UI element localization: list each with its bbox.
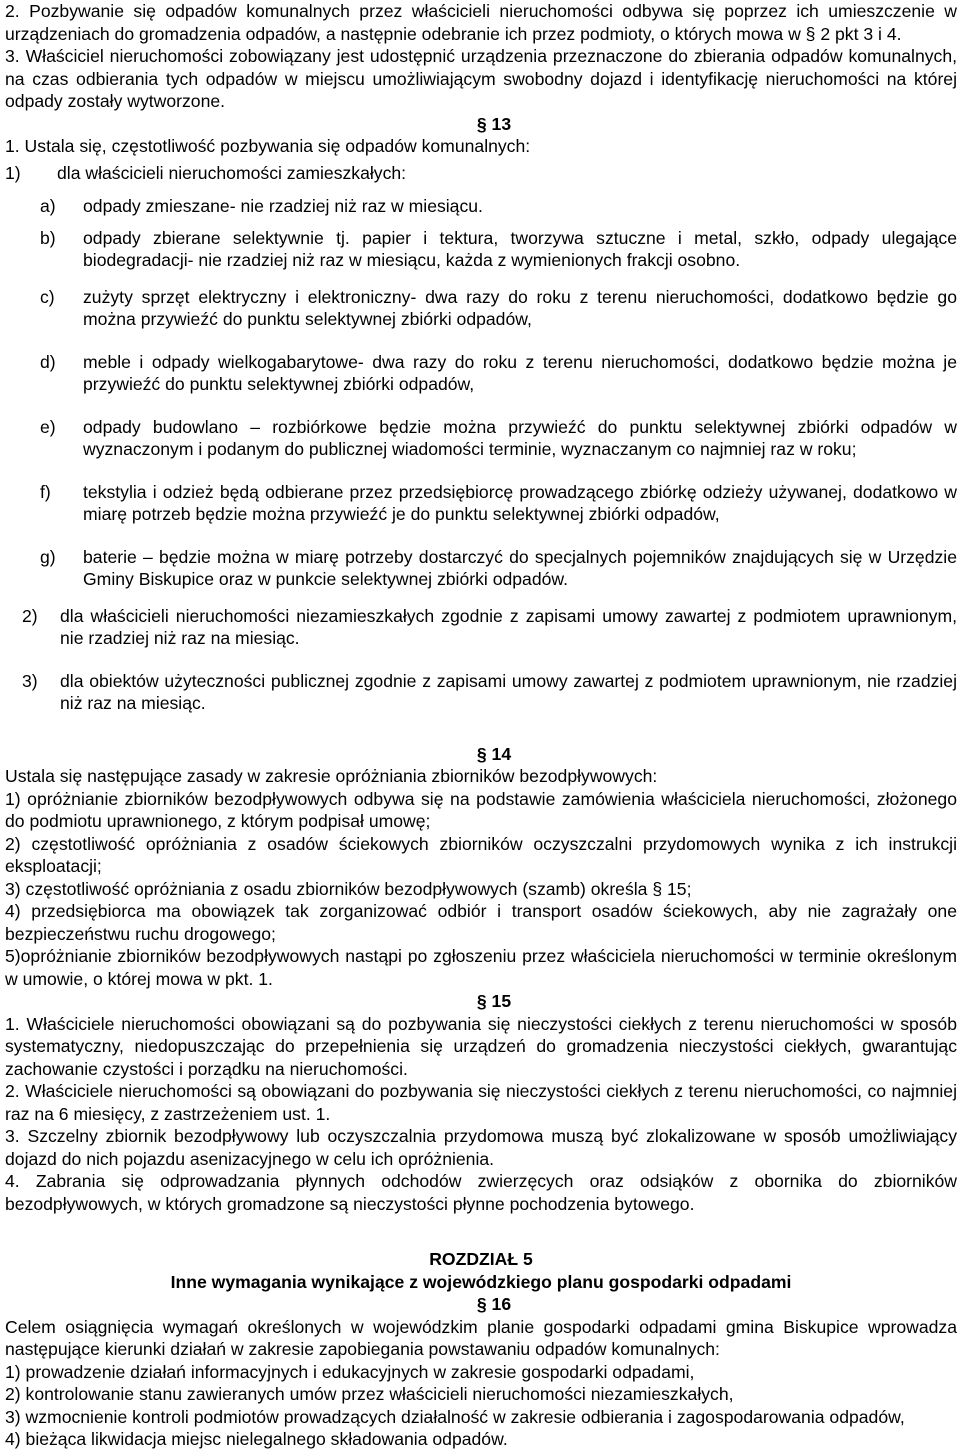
section-symbol: § [476, 113, 487, 134]
list-item [5, 162, 957, 185]
section-15-line: 1. Właściciele nieruchomości obowiązani są do pozbywania się nieczystości ciekłych z terenu nieruchomości w sposób systematyczny, niedopuszczając do przepełnienia się urządzeń do gromadzenia nieczystości ciekłych, gwarantując zachowanie czystości i porządku na nieruchomości. [5, 1013, 957, 1079]
item-letter: g) [40, 546, 56, 567]
item-number: 2) [22, 605, 38, 626]
section-number: 13 [491, 113, 512, 134]
document-page [5, 0, 957, 1451]
paragraph-2: 2. Pozbywanie się odpadów komunalnych przez właścicieli nieruchomości odbywa się poprzez ich umieszczenie w urządzeniach do gromadzenia odpadów, a następnie odebranie ich przez podmioty, o których mowa w § 2 pkt 3 i 4. [5, 1, 957, 44]
item-text: zużyty sprzęt elektryczny i elektroniczny- dwa razy do roku z terenu nieruchomości, dodatkowo będzie go można przywieźć do punktu selektywnej zbiórki odpadów, [83, 286, 957, 329]
item-letter: b) [40, 227, 56, 248]
list-item [5, 351, 957, 396]
section-13-heading [5, 113, 957, 136]
item-text: dla obiektów użyteczności publicznej zgodnie z zapisami umowy zawartej z podmiotem uprawnionym, nie rzadziej niż raz na miesiąc. [60, 670, 957, 713]
item-text: meble i odpady wielkogabarytowe- dwa razy do roku z terenu nieruchomości, dodatkowo będzie można je przywieźć do punktu selektywnej zbiórki odpadów, [83, 351, 957, 394]
section-16-line: Celem osiągnięcia wymagań określonych w wojewódzkim planie gospodarki odpadami gmina Biskupice wprowadza następujące kierunki działań w zakresie zapobiegania powstawaniu odpadów komunalnych: [5, 1316, 957, 1359]
item-text: dla właścicieli nieruchomości niezamieszkałych zgodnie z zapisami umowy zawartej z podmiotem uprawnionym, nie rzadziej niż raz na miesiąc. [60, 605, 957, 648]
section-symbol: § [476, 743, 487, 764]
section-symbol: § [476, 1294, 487, 1314]
section-symbol: § [476, 991, 487, 1011]
chapter-title: ROZDZIAŁ 5 [429, 1249, 533, 1269]
section-15-heading [5, 990, 957, 1013]
section-14-line: 5)opróżnianie zbiorników bezodpływowych nastąpi po zgłoszeniu przez właściciela nieruchomości w terminie określonym w umowie, o której mowa w pkt. 1. [5, 946, 957, 989]
section-16-line: 2) kontrolowanie stanu zawieranych umów przez właścicieli nieruchomości niezamieszkałych, [5, 1384, 734, 1404]
section-16-line: 4) bieżąca likwidacja miejsc nielegalnego składowania odpadów. [5, 1429, 508, 1449]
section-number: 14 [491, 743, 512, 764]
item-letter: f) [40, 481, 51, 502]
list-item [5, 605, 957, 650]
list-item [5, 416, 957, 461]
paragraph-3: 3. Właściciel nieruchomości zobowiązany jest udostępnić urządzenia przeznaczone do zbierania odpadów komunalnych, na czas odbierania tych odpadów w miejscu umożliwiającym swobodny dojazd i identyfikację nieruchomości na której odpady zostały wytworzone. [5, 46, 957, 111]
item-letter: e) [40, 416, 56, 437]
list-item [5, 546, 957, 591]
section-number: 16 [491, 1294, 512, 1314]
item-text: tekstylia i odzież będą odbierane przez przedsiębiorcę prowadzącego zbiórkę odzieży używanej, dodatkowo w miarę potrzeb będzie można przywieźć je do punktu selektywnej zbiórki odpadów, [83, 481, 957, 524]
item-text: odpady zbierane selektywnie tj. papier i tektura, tworzywa sztuczne i metal, szkło, odpady ulegające biodegradacji- nie rzadziej niż raz w miesiącu, każda z wymienionych frakcji osobno. [83, 227, 957, 270]
chapter-subtitle: Inne wymagania wynikające z wojewódzkiego planu gospodarki odpadami [170, 1271, 792, 1292]
section-15-line: 2. Właściciele nieruchomości są obowiązani do pozbywania się nieczystości ciekłych z terenu nieruchomości, co najmniej raz na 6 miesięcy, z zastrzeżeniem ust. 1. [5, 1081, 957, 1124]
section-14-heading [5, 743, 957, 766]
section-14-line: 4) przedsiębiorca ma obowiązek tak zorganizować odbiór i transport osadów ściekowych, aby nie zagrażały one bezpieczeństwu ruchu drogowego; [5, 901, 957, 944]
item-letter: a) [40, 196, 56, 216]
section-16-line: 3) wzmocnienie kontroli podmiotów prowadzących działalność w zakresie odbierania i zagospodarowania odpadów, [5, 1406, 905, 1427]
item-number: 1) [5, 162, 21, 183]
section-16-heading [5, 1293, 957, 1316]
item-text: odpady zmieszane- nie rzadziej niż raz w miesiącu. [83, 196, 483, 216]
list-item [5, 481, 957, 526]
item-number: 3) [22, 670, 38, 691]
list-item [5, 195, 957, 218]
section-number: 15 [491, 991, 512, 1011]
list-item [5, 227, 957, 272]
section-13-intro: 1. Ustala się, częstotliwość pozbywania się odpadów komunalnych: [5, 136, 531, 156]
item-text: baterie – będzie można w miarę potrzeby dostarczyć do specjalnych pojemników znajdujących się w Urzędzie Gminy Biskupice oraz w punkcie selektywnej zbiórki odpadów. [83, 546, 957, 589]
list-item [5, 670, 957, 715]
section-16-line: 1) prowadzenie działań informacyjnych i edukacyjnych w zakresie gospodarki odpadami, [5, 1361, 695, 1382]
section-15-line: 4. Zabrania się odprowadzania płynnych odchodów zwierzęcych oraz odsiąków z obornika do zbiorników bezodpływowych, w których gromadzone są nieczystości płynne pochodzenia bytowego. [5, 1171, 957, 1214]
item-text: dla właścicieli nieruchomości zamieszkałych: [57, 162, 407, 183]
list-item [5, 286, 957, 331]
section-14-line: 1) opróżnianie zbiorników bezodpływowych odbywa się na podstawie zamówienia właściciela nieruchomości, złożonego do podmiotu uprawnionego, z którym podpisał umowę; [5, 788, 957, 831]
section-14-line: 3) częstotliwość opróżniania z osadu zbiorników bezodpływowych (szamb) określa § 15; [5, 878, 692, 899]
item-letter: d) [40, 351, 56, 372]
section-15-line: 3. Szczelny zbiornik bezodpływowy lub oczyszczalnia przydomowa muszą być zlokalizowane w sposób umożliwiający dojazd do nich pojazdu asenizacyjnego w celu ich opróżnienia. [5, 1126, 957, 1169]
section-14-line: Ustala się następujące zasady w zakresie opróżniania zbiorników bezodpływowych: [5, 766, 658, 786]
section-14-line: 2) częstotliwość opróżniania z osadów ściekowych zbiorników oczyszczalni przydomowych wynika z ich instrukcji eksploatacji; [5, 833, 957, 876]
item-letter: c) [40, 286, 55, 307]
item-text: odpady budowlano – rozbiórkowe będzie można przywieźć do punktu selektywnej zbiórki odpadów w wyznaczonym i podanym do publicznej wiadomości terminie, wyznaczanym co najmniej raz w roku; [83, 416, 957, 459]
